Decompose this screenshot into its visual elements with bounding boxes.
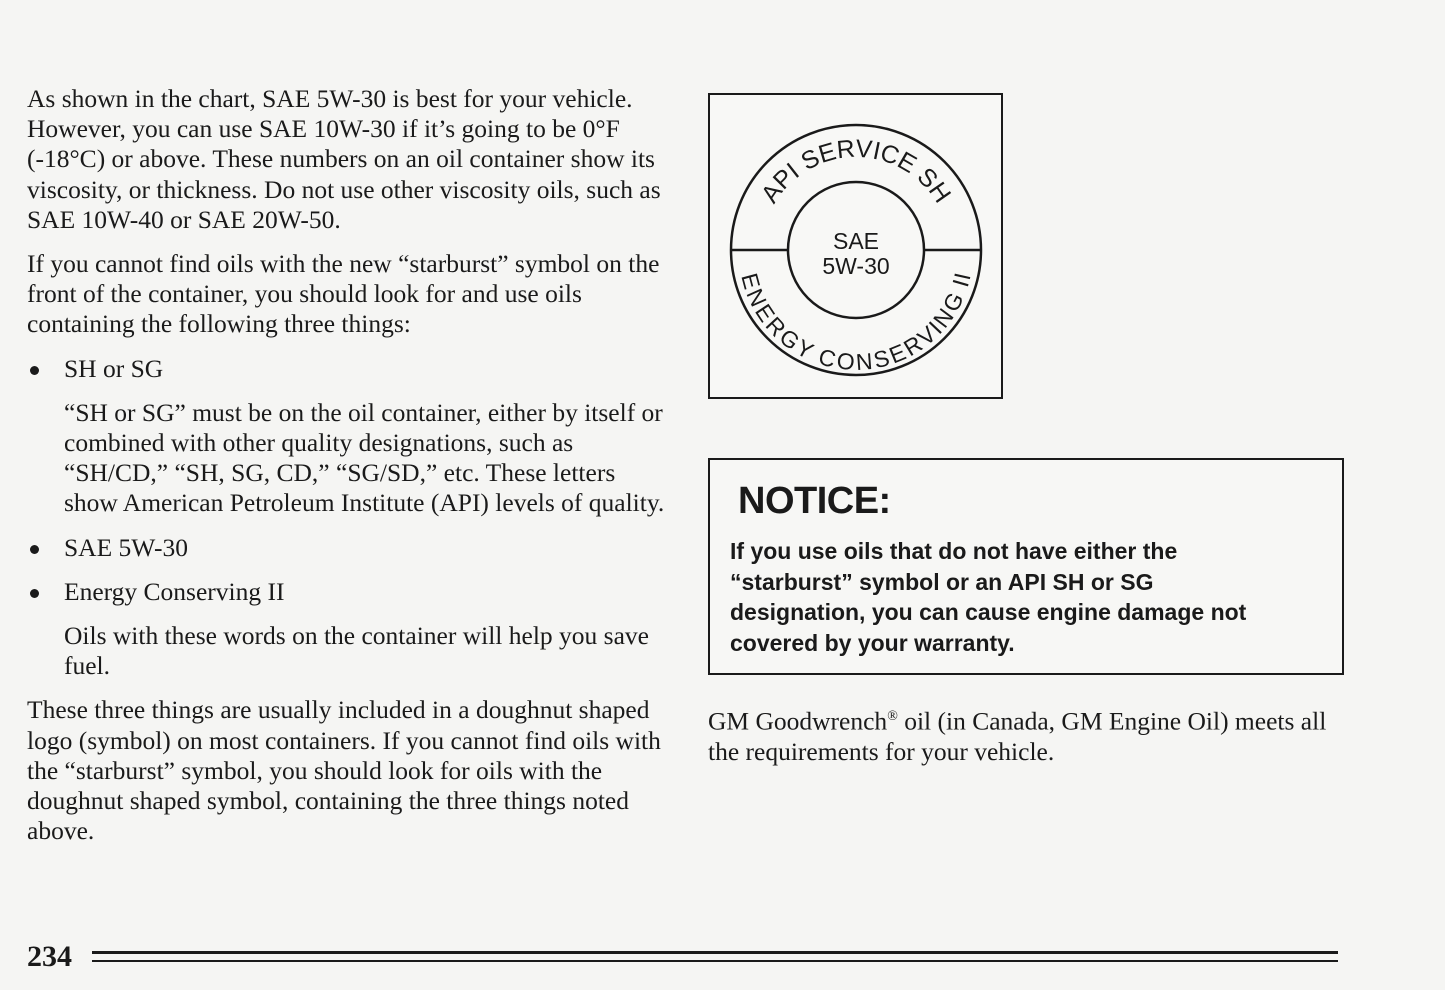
notice-text: If you use oils that do not have either the “starburst” symbol or an API SH or SG designation, you can cause engine damage not covered by your warranty.: [730, 538, 1247, 656]
logo-top-arc-text: API SERVICE SH: [755, 134, 957, 208]
notice-title: NOTICE:: [738, 480, 891, 522]
logo-bottom-arc-text: ENERGY CONSERVING II: [736, 270, 976, 376]
bullet-label: Energy Conserving II: [64, 576, 285, 606]
goodwrench-text-end: oil (in Canada, GM Engine Oil) meets all the requirements for your vehicle.: [708, 706, 1327, 766]
footer-rule: [92, 951, 1338, 965]
logo-center-line1: SAE: [832, 228, 880, 254]
bullet-item: [27, 354, 667, 384]
registered-mark: ®: [887, 709, 898, 724]
api-doughnut-logo-figure: [708, 93, 1003, 399]
bullet-item: [27, 533, 667, 563]
paragraph-viscosity: As shown in the chart, SAE 5W-30 is best for your vehicle. However, you can use SAE 10W-30 if it’s going to be 0°F (-18°C) or above. These numbers on an oil container show its viscosity, or thickness. Do not use other viscosity oils, such as SAE 10W-40 or SAE 20W-50.: [27, 84, 661, 234]
bullet-description: Oils with these words on the container will help you save fuel.: [64, 621, 649, 681]
left-column: [27, 84, 667, 860]
footer-rule-thick: [92, 951, 1338, 954]
api-doughnut-logo-icon: [710, 95, 1001, 397]
bullet-dot-icon: [30, 545, 39, 554]
logo-center-line2: 5W-30: [822, 253, 890, 279]
goodwrench-text-start: GM Goodwrench: [708, 706, 888, 736]
bullet-dot-icon: [30, 366, 39, 375]
paragraph-starburst: If you cannot find oils with the new “starburst” symbol on the front of the container, you should look for and use oils containing the following three things:: [27, 249, 660, 339]
paragraph-doughnut: These three things are usually included in a doughnut shaped logo (symbol) on most containers. If you cannot find oils with the “starburst” symbol, you should look for oils with the doughnut shaped symbol, containing the three things noted above.: [27, 695, 661, 846]
notice-box: [708, 458, 1344, 675]
bullet-description: “SH or SG” must be on the oil container, either by itself or combined with other quality designations, such as “SH/CD,” “SH, SG, CD,” “SG/SD,” etc. These letters show American Petroleum Institute (API) levels of quality.: [64, 397, 665, 518]
bullet-item: [27, 577, 667, 607]
bullet-label: SH or SG: [64, 353, 164, 383]
bullet-dot-icon: [30, 589, 39, 598]
bullet-label: SAE 5W-30: [64, 532, 188, 562]
footer-rule-thin: [92, 960, 1338, 962]
page-number: 234: [27, 940, 72, 973]
goodwrench-paragraph: [708, 702, 1328, 767]
